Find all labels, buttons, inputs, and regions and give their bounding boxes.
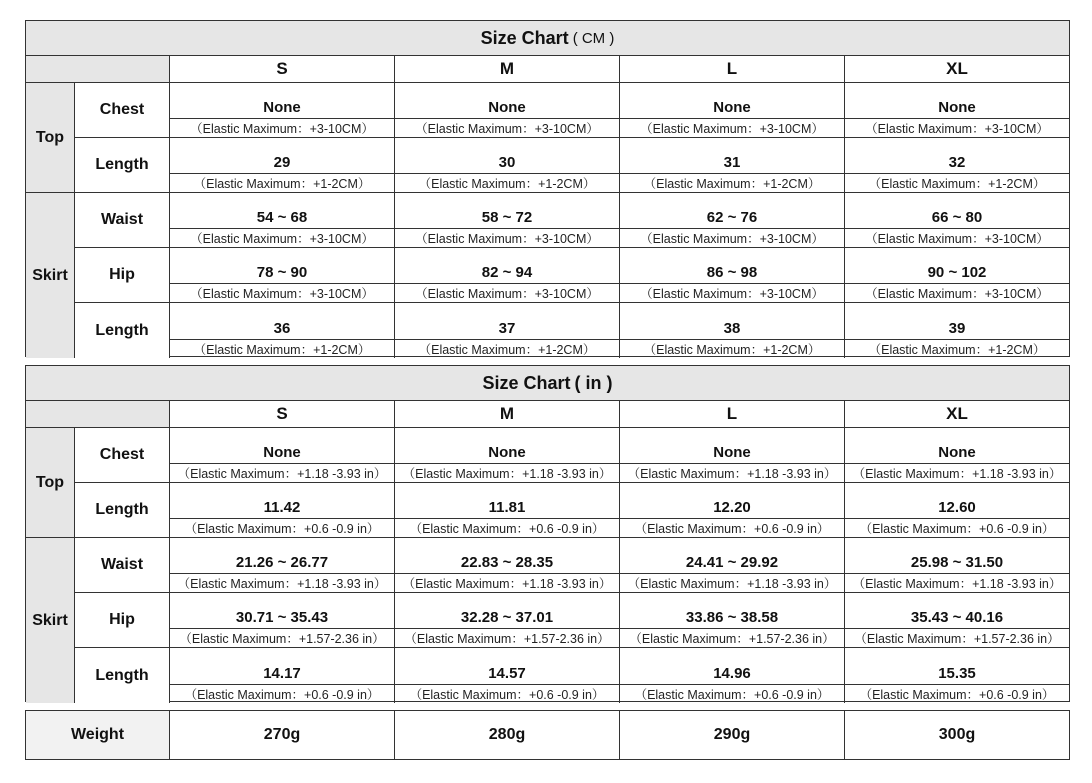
measurement-value: 31 xyxy=(723,154,741,171)
measurement-cell xyxy=(169,193,394,248)
measurement-cell xyxy=(169,303,394,358)
elastic-note: （Elastic Maximum：+0.6 -0.9 in） xyxy=(170,684,394,703)
measurement-cell xyxy=(394,593,619,648)
measurement-value: 22.83 ~ 28.35 xyxy=(460,554,554,571)
size-chart-cm xyxy=(25,20,1070,357)
measurement-value: 14.17 xyxy=(263,665,301,682)
measurement-value: 86 ~ 98 xyxy=(706,264,758,281)
row-label-waist: Waist xyxy=(75,538,169,593)
measurement-cell xyxy=(394,303,619,358)
elastic-note: （Elastic Maximum：+1.57-2.36 in） xyxy=(620,628,844,647)
weight-value-xl: 300g xyxy=(844,711,1069,759)
elastic-note: （Elastic Maximum：+1-2CM） xyxy=(170,173,394,192)
measurement-cell xyxy=(844,593,1069,648)
size-header-s: S xyxy=(169,401,394,427)
header-corner xyxy=(26,401,169,427)
elastic-note: （Elastic Maximum：+1.57-2.36 in） xyxy=(395,628,619,647)
measurement-value: 38 xyxy=(723,320,741,337)
measurement-value: 78 ~ 90 xyxy=(256,264,308,281)
chart-unit: ( CM ) xyxy=(572,29,615,47)
measurement-cell xyxy=(394,648,619,703)
measurement-cell xyxy=(619,193,844,248)
measurement-cell xyxy=(619,483,844,538)
elastic-note: （Elastic Maximum：+3-10CM） xyxy=(170,283,394,302)
elastic-note: （Elastic Maximum：+3-10CM） xyxy=(620,228,844,247)
elastic-note: （Elastic Maximum：+3-10CM） xyxy=(395,118,619,137)
measurement-value: 11.42 xyxy=(263,499,301,516)
row-label-chest: Chest xyxy=(75,83,169,138)
size-header-l: L xyxy=(619,56,844,82)
elastic-note: （Elastic Maximum：+1-2CM） xyxy=(620,173,844,192)
measurement-cell xyxy=(844,483,1069,538)
measurement-cell xyxy=(619,428,844,483)
measurement-cell xyxy=(169,248,394,303)
group-label-skirt: Skirt xyxy=(26,193,75,358)
elastic-note: （Elastic Maximum：+1.18 -3.93 in） xyxy=(620,573,844,592)
row-label-waist: Waist xyxy=(75,193,169,248)
elastic-note: （Elastic Maximum：+1.57-2.36 in） xyxy=(170,628,394,647)
measurement-value: 12.60 xyxy=(938,499,976,516)
measurement-value: None xyxy=(938,444,976,461)
size-header-l: L xyxy=(619,401,844,427)
elastic-note: （Elastic Maximum：+1.18 -3.93 in） xyxy=(845,463,1069,482)
measurement-cell xyxy=(844,538,1069,593)
size-header-xl: XL xyxy=(844,56,1069,82)
measurement-value: 21.26 ~ 26.77 xyxy=(235,554,329,571)
elastic-note: （Elastic Maximum：+3-10CM） xyxy=(845,228,1069,247)
measurement-value: None xyxy=(263,444,301,461)
elastic-note: （Elastic Maximum：+1-2CM） xyxy=(395,173,619,192)
row-label-chest: Chest xyxy=(75,428,169,483)
weight-value-s: 270g xyxy=(169,711,394,759)
measurement-value: 30 xyxy=(498,154,516,171)
measurement-value: 35.43 ~ 40.16 xyxy=(910,609,1004,626)
measurement-value: 62 ~ 76 xyxy=(706,209,758,226)
chart-title xyxy=(26,366,1069,401)
measurement-value: 14.57 xyxy=(488,665,526,682)
measurement-value: 39 xyxy=(948,320,966,337)
measurement-cell xyxy=(169,138,394,193)
measurement-value: 30.71 ~ 35.43 xyxy=(235,609,329,626)
group-label-top: Top xyxy=(26,83,75,193)
elastic-note: （Elastic Maximum：+0.6 -0.9 in） xyxy=(395,684,619,703)
header-corner xyxy=(26,56,169,82)
measurement-cell xyxy=(169,648,394,703)
weight-label: Weight xyxy=(26,711,169,759)
measurement-cell xyxy=(169,483,394,538)
elastic-note: （Elastic Maximum：+3-10CM） xyxy=(620,283,844,302)
measurement-cell xyxy=(619,138,844,193)
group-label-skirt: Skirt xyxy=(26,538,75,703)
measurement-value: None xyxy=(713,99,751,116)
measurement-value: 66 ~ 80 xyxy=(931,209,983,226)
measurement-cell xyxy=(844,193,1069,248)
chart-unit: ( in ) xyxy=(574,372,613,393)
measurement-value: 11.81 xyxy=(488,499,526,516)
measurement-cell xyxy=(844,303,1069,358)
elastic-note: （Elastic Maximum：+1.18 -3.93 in） xyxy=(620,463,844,482)
size-header-row xyxy=(26,401,1069,428)
measurement-value: 82 ~ 94 xyxy=(481,264,533,281)
elastic-note: （Elastic Maximum：+1.18 -3.93 in） xyxy=(395,573,619,592)
chart-title xyxy=(26,21,1069,56)
measurement-cell xyxy=(619,538,844,593)
measurement-cell xyxy=(844,248,1069,303)
measurement-cell xyxy=(619,648,844,703)
chart-body xyxy=(26,83,1069,358)
size-header-xl: XL xyxy=(844,401,1069,427)
elastic-note: （Elastic Maximum：+3-10CM） xyxy=(395,228,619,247)
elastic-note: （Elastic Maximum：+0.6 -0.9 in） xyxy=(845,518,1069,537)
row-label-length: Length xyxy=(75,303,169,358)
measurement-cell xyxy=(169,538,394,593)
measurement-value: 32.28 ~ 37.01 xyxy=(460,609,554,626)
measurement-cell xyxy=(844,138,1069,193)
elastic-note: （Elastic Maximum：+3-10CM） xyxy=(170,118,394,137)
elastic-note: （Elastic Maximum：+3-10CM） xyxy=(845,118,1069,137)
measurement-value: 12.20 xyxy=(713,499,751,516)
size-chart-in xyxy=(25,365,1070,702)
elastic-note: （Elastic Maximum：+3-10CM） xyxy=(170,228,394,247)
measurement-value: 15.35 xyxy=(938,665,976,682)
elastic-note: （Elastic Maximum：+0.6 -0.9 in） xyxy=(620,684,844,703)
measurement-cell xyxy=(844,428,1069,483)
size-header-s: S xyxy=(169,56,394,82)
elastic-note: （Elastic Maximum：+0.6 -0.9 in） xyxy=(395,518,619,537)
chart-body xyxy=(26,428,1069,703)
measurement-value: 33.86 ~ 38.58 xyxy=(685,609,779,626)
row-label-length: Length xyxy=(75,483,169,538)
elastic-note: （Elastic Maximum：+1-2CM） xyxy=(620,339,844,358)
weight-value-l: 290g xyxy=(619,711,844,759)
measurement-cell xyxy=(169,83,394,138)
row-label-hip: Hip xyxy=(75,593,169,648)
measurement-value: 58 ~ 72 xyxy=(481,209,533,226)
elastic-note: （Elastic Maximum：+1-2CM） xyxy=(845,173,1069,192)
row-label-length: Length xyxy=(75,648,169,703)
measurement-value: None xyxy=(263,99,301,116)
elastic-note: （Elastic Maximum：+1.18 -3.93 in） xyxy=(170,573,394,592)
size-header-row xyxy=(26,56,1069,83)
measurement-value: 24.41 ~ 29.92 xyxy=(685,554,779,571)
group-label-top: Top xyxy=(26,428,75,538)
measurement-cell xyxy=(394,248,619,303)
elastic-note: （Elastic Maximum：+0.6 -0.9 in） xyxy=(845,684,1069,703)
row-label-length: Length xyxy=(75,138,169,193)
elastic-note: （Elastic Maximum：+3-10CM） xyxy=(620,118,844,137)
measurement-cell xyxy=(394,83,619,138)
measurement-value: None xyxy=(488,444,526,461)
elastic-note: （Elastic Maximum：+1.18 -3.93 in） xyxy=(845,573,1069,592)
measurement-cell xyxy=(394,538,619,593)
elastic-note: （Elastic Maximum：+0.6 -0.9 in） xyxy=(170,518,394,537)
measurement-cell xyxy=(844,83,1069,138)
measurement-cell xyxy=(619,83,844,138)
weight-value-m: 280g xyxy=(394,711,619,759)
measurement-value: 32 xyxy=(948,154,966,171)
elastic-note: （Elastic Maximum：+3-10CM） xyxy=(845,283,1069,302)
elastic-note: （Elastic Maximum：+1.18 -3.93 in） xyxy=(170,463,394,482)
size-header-m: M xyxy=(394,56,619,82)
measurement-cell xyxy=(394,483,619,538)
elastic-note: （Elastic Maximum：+3-10CM） xyxy=(395,283,619,302)
measurement-cell xyxy=(619,303,844,358)
elastic-note: （Elastic Maximum：+1-2CM） xyxy=(395,339,619,358)
measurement-cell xyxy=(169,593,394,648)
measurement-cell xyxy=(394,138,619,193)
measurement-cell xyxy=(619,593,844,648)
measurement-value: 54 ~ 68 xyxy=(256,209,308,226)
measurement-value: None xyxy=(488,99,526,116)
weight-row xyxy=(25,710,1070,760)
chart-title-text: Size Chart xyxy=(480,27,569,48)
elastic-note: （Elastic Maximum：+1.57-2.36 in） xyxy=(845,628,1069,647)
measurement-cell xyxy=(619,248,844,303)
measurement-cell xyxy=(169,428,394,483)
measurement-value: 14.96 xyxy=(713,665,751,682)
measurement-cell xyxy=(394,428,619,483)
elastic-note: （Elastic Maximum：+1-2CM） xyxy=(170,339,394,358)
measurement-value: 29 xyxy=(273,154,291,171)
chart-title-text: Size Chart xyxy=(482,372,571,393)
measurement-value: 90 ~ 102 xyxy=(927,264,987,281)
size-header-m: M xyxy=(394,401,619,427)
elastic-note: （Elastic Maximum：+0.6 -0.9 in） xyxy=(620,518,844,537)
measurement-cell xyxy=(394,193,619,248)
measurement-value: None xyxy=(713,444,751,461)
row-label-hip: Hip xyxy=(75,248,169,303)
measurement-cell xyxy=(844,648,1069,703)
elastic-note: （Elastic Maximum：+1.18 -3.93 in） xyxy=(395,463,619,482)
elastic-note: （Elastic Maximum：+1-2CM） xyxy=(845,339,1069,358)
measurement-value: 37 xyxy=(498,320,516,337)
measurement-value: None xyxy=(938,99,976,116)
measurement-value: 25.98 ~ 31.50 xyxy=(910,554,1004,571)
measurement-value: 36 xyxy=(273,320,291,337)
